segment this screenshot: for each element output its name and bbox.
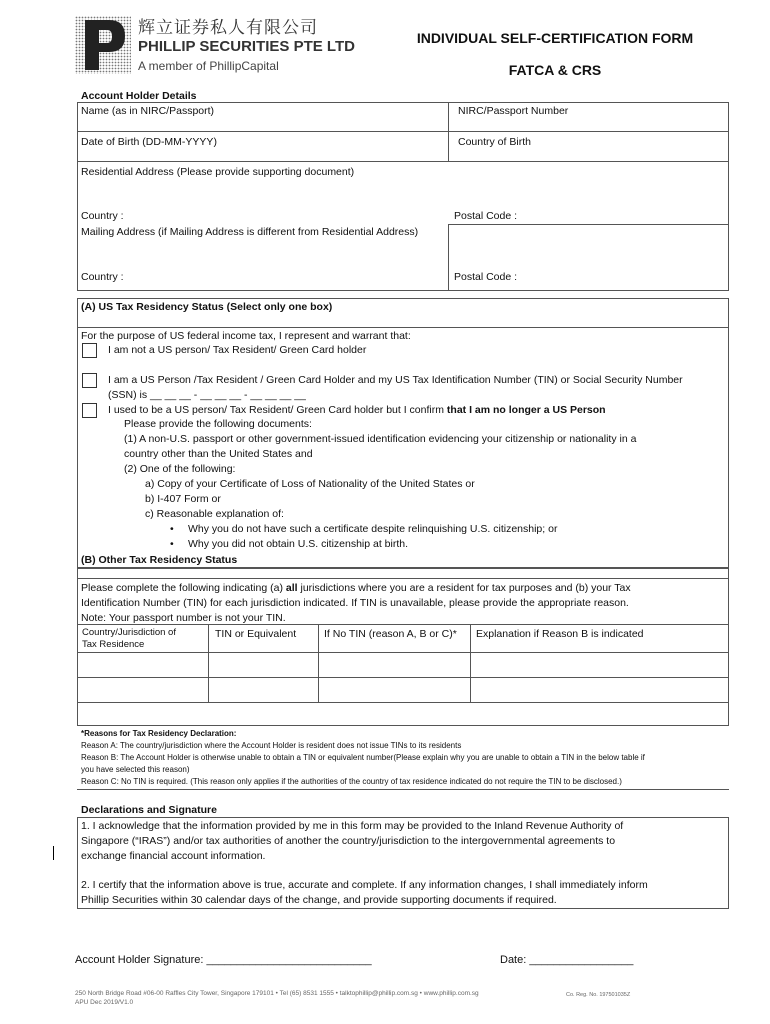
- document-2c: c) Reasonable explanation of:: [145, 508, 284, 520]
- declaration-1-line-2: Singapore (“IRAS”) and/or tax authorities of another the country/jurisdiction to the intergovernmental agreements to: [81, 835, 616, 847]
- mailing-country-field[interactable]: Country :: [81, 271, 124, 283]
- country-of-birth-field[interactable]: Country of Birth: [458, 136, 531, 148]
- reason-c: Reason C: No TIN is required. (This reason only applies if the authorities of the country of tax residence indicated do not require the TIN to be disclosed.): [81, 777, 622, 786]
- document-1-line-2: country other than the United States and: [124, 448, 313, 460]
- explanation-column-header: Explanation if Reason B is indicated: [476, 628, 644, 640]
- company-name-chinese: 辉立证券私人有限公司: [138, 18, 318, 38]
- declaration-1-line-1: 1. I acknowledge that the information provided by me in this form may be provided to the Inland Revenue Authority of: [81, 820, 624, 832]
- document-2: (2) One of the following:: [124, 463, 236, 475]
- text-cursor: [53, 846, 54, 860]
- footer-version: APU Dec 2019/V1.0: [75, 999, 134, 1006]
- us-person-checkbox[interactable]: [82, 373, 97, 388]
- no-tin-reason-column-header: If No TIN (reason A, B or C)*: [324, 628, 457, 640]
- date-field[interactable]: Date: _________________: [500, 954, 634, 966]
- ssn-field[interactable]: (SSN) is __ __ __ - __ __ __ - __ __ __ __: [108, 389, 306, 401]
- mailing-postal-code-field[interactable]: Postal Code :: [454, 271, 518, 283]
- document-2a: a) Copy of your Certificate of Loss of Nationality of the United States or: [145, 478, 475, 490]
- document-2b: b) I-407 Form or: [145, 493, 221, 505]
- section-a-intro: For the purpose of US federal income tax, I represent and warrant that:: [81, 330, 411, 342]
- reason-b-line-1: Reason B: The Account Holder is otherwise unable to obtain a TIN or equivalent number(Please explain why you are unable to obtain a TIN in the below table if: [81, 753, 645, 762]
- document-1-line-1: (1) A non-U.S. passport or other government-issued identification evidencing your citizenship or nationality in a: [124, 433, 637, 445]
- section-a-heading: (A) US Tax Residency Status (Select only one box): [81, 301, 333, 313]
- date-of-birth-field[interactable]: Date of Birth (DD-MM-YYYY): [81, 136, 217, 148]
- residential-country-field[interactable]: Country :: [81, 210, 124, 222]
- section-b-heading: (B) Other Tax Residency Status: [81, 554, 238, 566]
- mailing-address-field[interactable]: Mailing Address (if Mailing Address is different from Residential Address): [81, 226, 419, 238]
- documents-intro: Please provide the following documents:: [124, 418, 312, 430]
- footer-address: 250 North Bridge Road #06-00 Raffles City Tower, Singapore 179101 • Tel (65) 8531 1555 • talktophillip@phillip.com.sg • www.phillip.com.sg: [75, 990, 479, 997]
- former-us-person-checkbox[interactable]: [82, 403, 97, 418]
- residential-address-field[interactable]: Residential Address (Please provide supporting document): [81, 166, 355, 178]
- section-b-intro-2: Identification Number (TIN) for each jurisdiction indicated. If TIN is unavailable, please provide the appropriate reason.: [81, 597, 629, 609]
- not-us-person-label: I am not a US person/ Tax Resident/ Green Card holder: [108, 344, 367, 356]
- company-member-tagline: A member of PhillipCapital: [138, 59, 279, 73]
- table-row[interactable]: [78, 653, 728, 677]
- reasons-heading: *Reasons for Tax Residency Declaration:: [81, 729, 237, 738]
- bullet-dot-icon: •: [170, 538, 174, 550]
- footer-company-reg: Co. Reg. No. 197501035Z: [566, 992, 631, 998]
- tax-residence-column-header: Country/Jurisdiction of Tax Residence: [82, 627, 176, 650]
- name-field[interactable]: Name (as in NIRC/Passport): [81, 105, 215, 117]
- form-subtitle: FATCA & CRS: [508, 62, 602, 78]
- declarations-heading: Declarations and Signature: [81, 804, 217, 816]
- account-holder-heading: Account Holder Details: [81, 90, 197, 102]
- declaration-2-line-2: Phillip Securities within 30 calendar days of the change, and provide supporting documents if required.: [81, 894, 557, 906]
- reason-b-line-2: you have selected this reason): [81, 765, 190, 774]
- signature-field[interactable]: Account Holder Signature: ___________________________: [75, 954, 372, 966]
- us-person-label: I am a US Person /Tax Resident / Green Card Holder and my US Tax Identification Number (TIN) or Social Security Number: [108, 374, 683, 386]
- company-logo: [75, 16, 131, 74]
- residential-postal-code-field[interactable]: Postal Code :: [454, 210, 518, 222]
- section-b-intro-1: Please complete the following indicating (a) all jurisdictions where you are a resident for tax purposes and (b) your Tax: [81, 582, 631, 594]
- not-us-person-checkbox[interactable]: [82, 343, 97, 358]
- former-us-person-label: I used to be a US person/ Tax Resident/ Green Card holder but I confirm that I am no longer a US Person: [108, 404, 606, 416]
- phillip-p-logo-icon: [75, 16, 131, 74]
- form-title: INDIVIDUAL SELF-CERTIFICATION FORM: [416, 30, 694, 46]
- section-b-note: Note: Your passport number is not your TIN.: [81, 612, 286, 624]
- declaration-1-line-3: exchange financial account information.: [81, 850, 266, 862]
- declaration-2-line-1: 2. I certify that the information above is true, accurate and complete. If any information changes, I shall immediately inform: [81, 879, 648, 891]
- table-row[interactable]: [78, 678, 728, 702]
- bullet-dot-icon: •: [170, 523, 174, 535]
- reason-a: Reason A: The country/jurisdiction where the Account Holder is resident does not issue TINs to its residents: [81, 741, 462, 750]
- tin-column-header: TIN or Equivalent: [215, 628, 297, 640]
- company-name: PHILLIP SECURITIES PTE LTD: [138, 38, 355, 55]
- nirc-passport-field[interactable]: NIRC/Passport Number: [458, 105, 569, 117]
- bullet-item-1: Why you do not have such a certificate despite relinquishing U.S. citizenship; or: [188, 523, 558, 535]
- bullet-item-2: Why you did not obtain U.S. citizenship at birth.: [188, 538, 409, 550]
